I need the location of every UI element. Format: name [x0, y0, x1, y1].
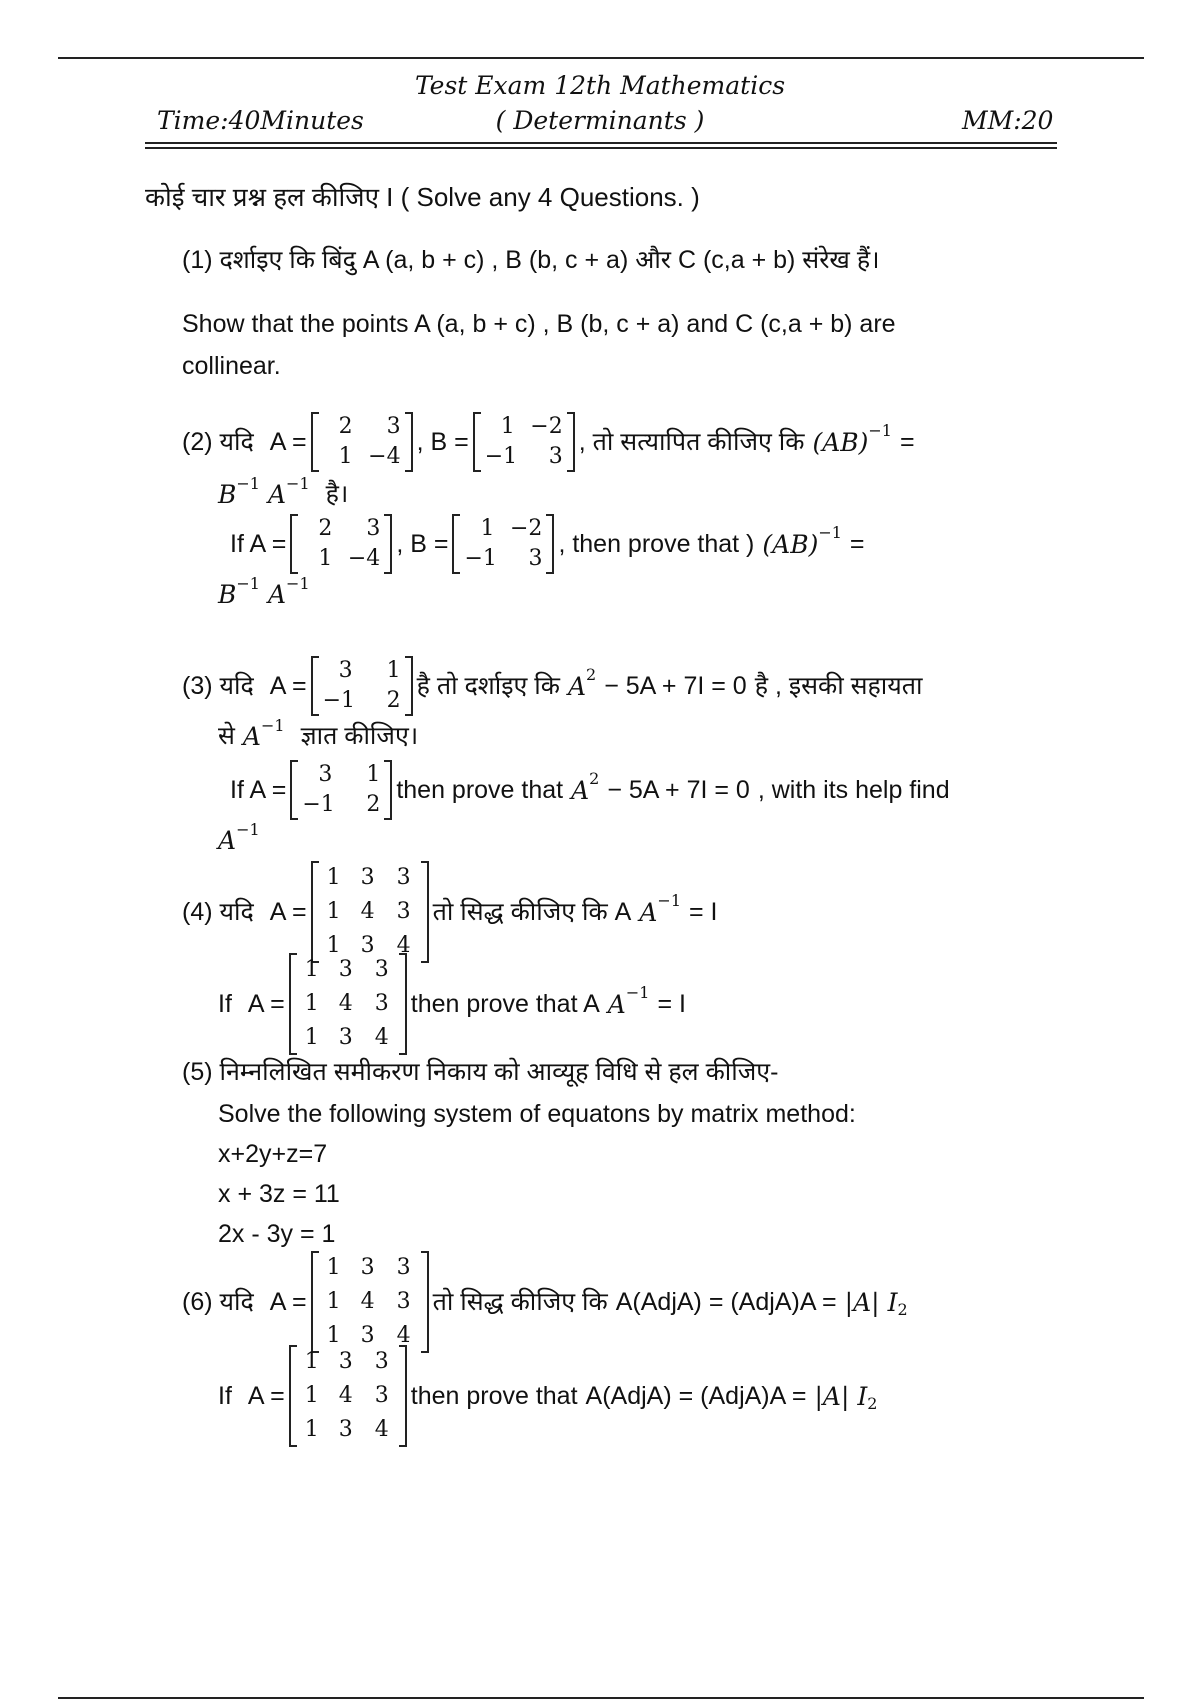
- q3-en-mid: then prove that: [396, 775, 564, 804]
- q2-en-matrix-a: [290, 514, 392, 574]
- q4-a-label: A =: [269, 897, 307, 926]
- bracket-right: [384, 514, 392, 574]
- matrix-cell: 3: [338, 957, 353, 982]
- matrix-cell: 1: [338, 444, 353, 469]
- matrix-cell: 1: [326, 865, 341, 890]
- q5-english: Solve the following system of equatons by matrix method:: [218, 1100, 856, 1128]
- q4-matrix-a: [311, 861, 429, 963]
- q4-number: (4) यदि: [182, 897, 254, 926]
- exam-title: Test Exam 12th Mathematics: [414, 71, 786, 100]
- q4-en-matrix-a: [289, 953, 407, 1055]
- matrix-cell: −4: [368, 444, 401, 469]
- matrix-cell: −1: [484, 444, 518, 469]
- q3-en-a2: A: [571, 775, 590, 805]
- q6-identity: I: [887, 1287, 898, 1317]
- q4-en-a: A: [607, 989, 626, 1019]
- q6-det: |A|: [844, 1287, 880, 1317]
- header-rule: [145, 142, 1057, 144]
- q3-en-matrix-a: [290, 760, 392, 820]
- matrix-cell: 3: [374, 991, 389, 1016]
- matrix-cell: 3: [360, 1255, 375, 1280]
- matrix-cell: 3: [396, 899, 411, 924]
- matrix-cell: 3: [528, 546, 543, 571]
- matrix-cell: 1: [318, 546, 333, 571]
- matrix-cell: −4: [347, 546, 381, 571]
- q1-english-line2: collinear.: [182, 352, 281, 380]
- q2-en-a-inverse: −1: [286, 573, 310, 593]
- bracket-right: [399, 1345, 407, 1447]
- q6-en-if: If: [218, 1381, 232, 1410]
- q3-hindi-line1: [182, 656, 923, 716]
- matrix-cell: 1: [500, 414, 515, 439]
- bracket-left: [311, 412, 319, 472]
- q2-number: (2) यदि: [182, 427, 254, 456]
- q5-hindi: (5) निम्नलिखित समीकरण निकाय को आव्यूह विधि से हल कीजिए-: [182, 1058, 779, 1086]
- matrix-cell: 3: [396, 1255, 411, 1280]
- q6-en-matrix-a: [289, 1345, 407, 1447]
- q6-number: (6) यदि: [182, 1287, 254, 1316]
- bracket-right: [384, 760, 392, 820]
- top-border-line: [58, 57, 1144, 59]
- q3-en-square: 2: [589, 769, 600, 788]
- q4-hindi-line: [182, 862, 718, 962]
- q4-hindi-mid: तो सिद्ध कीजिए कि A: [432, 897, 632, 926]
- bracket-left: [473, 412, 481, 472]
- matrix-cell: 3: [548, 444, 563, 469]
- q5-equation-2: x + 3z = 11: [218, 1180, 340, 1208]
- matrix-cell: 3: [366, 516, 381, 541]
- matrix-cell: 3: [396, 1289, 411, 1314]
- matrix-cell: 3: [338, 1417, 353, 1442]
- bracket-left: [311, 1251, 319, 1353]
- bracket-right: [399, 953, 407, 1055]
- q3-a-inverse: −1: [260, 715, 285, 735]
- q2-english-line2: [218, 573, 310, 609]
- q3-en-end: , with its help find: [757, 775, 950, 804]
- matrix-cell: 1: [304, 1383, 319, 1408]
- q4-a: A: [639, 897, 658, 927]
- q2-ab: (AB): [812, 427, 869, 457]
- matrix-cell: 3: [374, 1383, 389, 1408]
- q6-en-expr: A(AdjA) = (AdjA)A =: [585, 1381, 807, 1410]
- q2-english-line1: [230, 514, 865, 574]
- matrix-cell: 3: [338, 658, 353, 683]
- q3-en-expr: − 5A + 7I = 0: [607, 775, 750, 804]
- q2-equals: =: [899, 427, 915, 456]
- matrix-cell: 3: [396, 865, 411, 890]
- matrix-cell: −1: [302, 792, 335, 817]
- matrix-cell: 4: [374, 1025, 389, 1050]
- q4-a-inverse: −1: [657, 891, 681, 910]
- bottom-border-line: [58, 1697, 1144, 1699]
- q4-en-mid: then prove that A: [410, 989, 600, 1018]
- q4-english-line: [218, 954, 686, 1054]
- bracket-left: [311, 861, 319, 963]
- q4-en-eq-i: = I: [657, 989, 686, 1018]
- matrix-cell: 1: [386, 658, 401, 683]
- matrix-cell: 4: [396, 1323, 411, 1348]
- q3-en-a-inverse: −1: [236, 819, 260, 839]
- matrix-cell: 1: [304, 1417, 319, 1442]
- q2-hindi-line2: [218, 473, 349, 509]
- q2-hindi-mid: , तो सत्यापित कीजिए कि: [578, 427, 805, 456]
- q2-hindi-end: है।: [325, 480, 349, 508]
- q2-a-inverse: −1: [286, 473, 310, 493]
- q2-en-mid: , then prove that ): [558, 529, 755, 558]
- q6-hindi-line: [182, 1252, 908, 1352]
- q2-a-label: A =: [269, 427, 307, 456]
- matrix-cell: 1: [366, 762, 381, 787]
- matrix-cell: −2: [530, 414, 563, 439]
- matrix-cell: −1: [322, 688, 356, 713]
- q6-matrix-a: [311, 1251, 429, 1353]
- q6-identity-sub: 2: [897, 1300, 908, 1319]
- header-rule-double: [145, 147, 1057, 149]
- q4-eq-i: = I: [689, 897, 718, 926]
- matrix-cell: 3: [318, 762, 333, 787]
- q2-hindi-line1: [182, 412, 915, 472]
- matrix-cell: 2: [386, 688, 401, 713]
- q3-hindi-line2: [218, 715, 419, 751]
- matrix-cell: 3: [338, 1349, 353, 1374]
- q2-en-ab-inverse: −1: [818, 523, 842, 542]
- q6-expr: A(AdjA) = (AdjA)A =: [615, 1287, 837, 1316]
- matrix-cell: 4: [338, 991, 353, 1016]
- matrix-cell: 2: [318, 516, 333, 541]
- exam-time: Time:40Minutes: [157, 106, 364, 135]
- bracket-right: [421, 1251, 429, 1353]
- bracket-left: [290, 514, 298, 574]
- matrix-cell: 3: [338, 1025, 353, 1050]
- q3-hindi-end: है , इसकी सहायता: [754, 671, 923, 700]
- q3-hindi-se: से: [218, 722, 235, 750]
- q2-en-b: B: [218, 580, 237, 609]
- q5-equation-1: x+2y+z=7: [218, 1140, 328, 1168]
- matrix-cell: −1: [464, 546, 497, 571]
- q2-en-matrix-b: [452, 514, 554, 574]
- bracket-left: [289, 1345, 297, 1447]
- q5-equation-3: 2x - 3y = 1: [218, 1220, 336, 1248]
- q2-en-a: A: [267, 580, 287, 609]
- q3-english-line1: [230, 760, 950, 820]
- q3-english-line2: [218, 819, 260, 855]
- q1-hindi: (1) दर्शाइए कि बिंदु A (a, b + c) , B (b, c + a) और C (c,a + b) संरेख हैं।: [182, 246, 880, 274]
- matrix-cell: 3: [374, 957, 389, 982]
- q2-en-ab: (AB): [762, 529, 819, 559]
- matrix-cell: 1: [304, 1349, 319, 1374]
- matrix-cell: 3: [386, 414, 401, 439]
- q3-a2: A: [567, 671, 587, 701]
- bracket-right: [405, 656, 413, 716]
- matrix-cell: 4: [360, 1289, 375, 1314]
- q2-b-label: , B =: [416, 427, 469, 456]
- q2-b: B: [218, 480, 237, 509]
- q1-english-line1: Show that the points A (a, b + c) , B (b, c + a) and C (c,a + b) are: [182, 310, 896, 338]
- q3-expr: − 5A + 7I = 0: [604, 671, 747, 700]
- matrix-cell: 1: [480, 516, 495, 541]
- q3-square: 2: [586, 665, 597, 684]
- bracket-left: [289, 953, 297, 1055]
- matrix-cell: 1: [326, 1289, 341, 1314]
- q2-en-b-inverse: −1: [236, 573, 260, 593]
- matrix-cell: −2: [510, 516, 543, 541]
- matrix-cell: 1: [326, 899, 341, 924]
- matrix-cell: 3: [374, 1349, 389, 1374]
- q2-b-inverse: −1: [236, 473, 260, 493]
- matrix-cell: 4: [338, 1383, 353, 1408]
- bracket-left: [290, 760, 298, 820]
- matrix-cell: 1: [326, 933, 341, 958]
- q6-en-a-label: A =: [247, 1381, 285, 1410]
- q3-en-if: If A =: [230, 775, 287, 804]
- matrix-cell: 4: [374, 1417, 389, 1442]
- bracket-right: [421, 861, 429, 963]
- matrix-cell: 1: [326, 1255, 341, 1280]
- q4-en-a-label: A =: [247, 989, 285, 1018]
- q3-a-label: A =: [269, 671, 307, 700]
- q2-en-if: If A =: [230, 529, 287, 558]
- q3-en-a-inv: A: [218, 826, 237, 855]
- q2-en-b-label: , B =: [396, 529, 449, 558]
- matrix-cell: 2: [366, 792, 381, 817]
- q3-matrix-a: [311, 656, 413, 716]
- q6-en-identity-sub: 2: [867, 1394, 878, 1413]
- q6-en-identity: I: [857, 1381, 868, 1411]
- max-marks: MM:20: [962, 106, 1054, 135]
- q3-hindi-line2-end: ज्ञात कीजिए।: [300, 722, 419, 750]
- matrix-cell: 1: [304, 991, 319, 1016]
- matrix-cell: 3: [360, 865, 375, 890]
- bracket-right: [546, 514, 554, 574]
- matrix-cell: 1: [304, 957, 319, 982]
- q6-a-label: A =: [269, 1287, 307, 1316]
- bracket-right: [405, 412, 413, 472]
- bracket-left: [311, 656, 319, 716]
- q6-hindi-mid: तो सिद्ध कीजिए कि: [432, 1287, 608, 1316]
- matrix-cell: 4: [396, 933, 411, 958]
- matrix-cell: 2: [338, 414, 353, 439]
- q2-ab-inverse: −1: [868, 421, 892, 440]
- q2-en-equals: =: [849, 529, 865, 558]
- q4-en-if: If: [218, 989, 232, 1018]
- matrix-cell: 1: [326, 1323, 341, 1348]
- q6-en-det: |A|: [814, 1381, 850, 1411]
- bracket-left: [452, 514, 460, 574]
- q3-a-inv: A: [242, 722, 261, 751]
- q4-en-a-inverse: −1: [625, 983, 650, 1002]
- q6-english-line: [218, 1346, 877, 1446]
- q2-matrix-b: [473, 412, 575, 472]
- matrix-cell: 4: [360, 899, 375, 924]
- q2-a: A: [267, 480, 287, 509]
- q6-en-mid: then prove that: [410, 1381, 578, 1410]
- instruction: कोई चार प्रश्न हल कीजिए I ( Solve any 4 Questions. ): [145, 182, 700, 212]
- matrix-cell: 1: [304, 1025, 319, 1050]
- bracket-right: [567, 412, 575, 472]
- q2-matrix-a: [311, 412, 413, 472]
- q3-number: (3) यदि: [182, 671, 254, 700]
- matrix-cell: 3: [360, 933, 375, 958]
- matrix-cell: 3: [360, 1323, 375, 1348]
- q3-hindi-mid: है तो दर्शाइए कि: [416, 671, 560, 700]
- exam-topic: ( Determinants ): [495, 106, 705, 135]
